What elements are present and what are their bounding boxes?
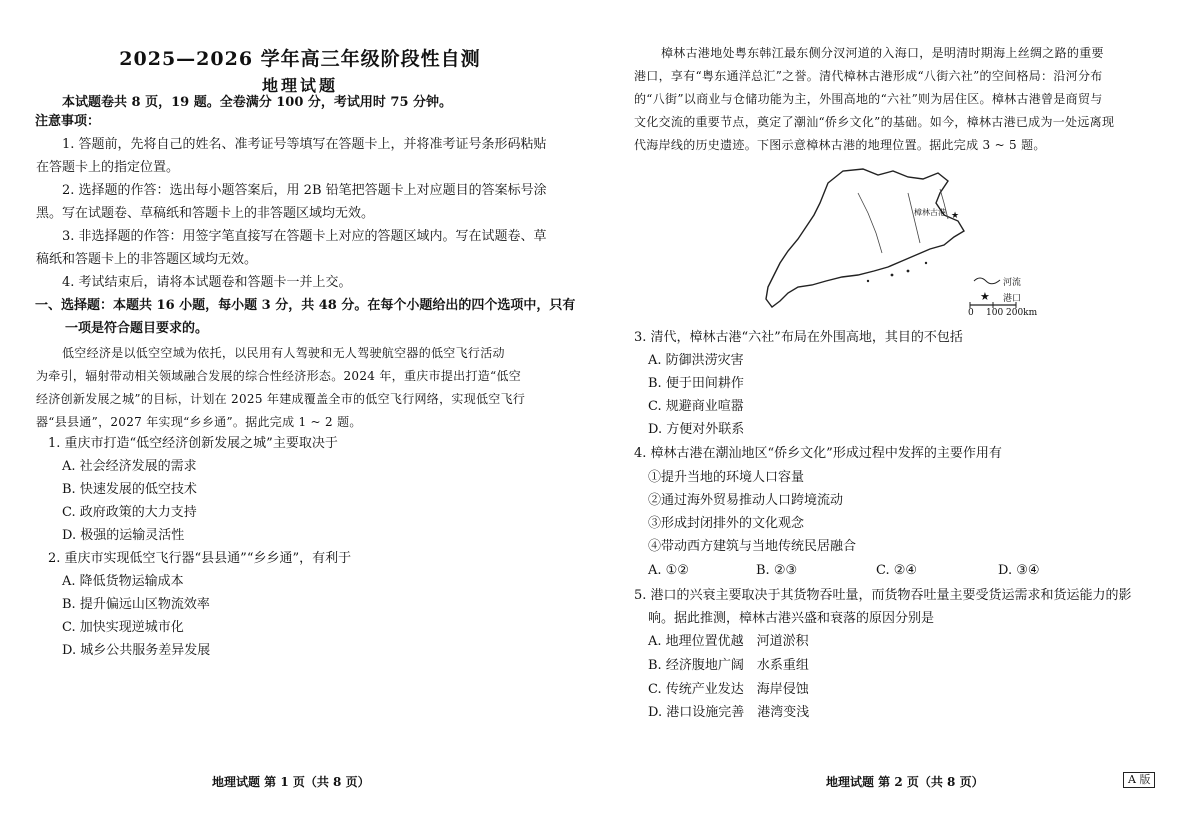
q3-option-a: A. 防御洪涝灾害	[648, 353, 744, 368]
island-dot	[891, 274, 894, 277]
q3-option-c: C. 规避商业喧嚣	[648, 399, 744, 414]
notice-item: 1. 答题前，先将自己的姓名、准考证号等填写在答题卡上，并将准考证号条形码粘贴	[62, 137, 547, 152]
q4-statement-3: ③形成封闭排外的文化观念	[648, 516, 805, 531]
footer-page-2: 地理试题 第 2 页（共 8 页）	[826, 775, 984, 789]
exam-info: 本试题卷共 8 页，19 题。全卷满分 100 分，考试用时 75 分钟。	[62, 95, 453, 110]
section-heading-cont: 一项是符合题目要求的。	[65, 321, 209, 336]
passage-line: 为牵引，辐射带动相关领域融合发展的综合性经济形态。2024 年，重庆市提出打造“低空	[36, 369, 522, 383]
edition-badge: A 版	[1123, 772, 1155, 788]
passage-line: 器“县县通”，2027 年实现“乡乡通”。据此完成 1 ~ 2 题。	[36, 415, 362, 429]
passage-line: 樟林古港地处粤东韩江最东侧分汊河道的入海口，是明清时期海上丝绸之路的重要	[661, 46, 1104, 60]
q5-option-a: A. 地理位置优越 河道淤积	[648, 634, 809, 649]
q4-statement-4: ④带动西方建筑与当地传统民居融合	[648, 539, 857, 554]
notice-item: 黑。写在试题卷、草稿纸和答题卡上的非答题区域均无效。	[36, 206, 375, 221]
q4-option-a: A. ①②	[648, 563, 689, 578]
q2-option-b: B. 提升偏远山区物流效率	[62, 597, 210, 612]
q4-option-d: D. ③④	[998, 563, 1040, 578]
river-line	[908, 193, 920, 243]
notice-item: 2. 选择题的作答：选出每小题答案后，用 2B 铅笔把答题卡上对应题目的答案标号涂	[62, 183, 547, 198]
river-line	[858, 193, 882, 253]
island-dot	[907, 270, 910, 273]
question-2-stem: 2. 重庆市实现低空飞行器“县县通”“乡乡通”，有利于	[48, 551, 352, 566]
section-heading: 一、选择题：本题共 16 小题，每小题 3 分，共 48 分。在每个小题给出的四个选项中，只有	[35, 298, 576, 313]
q2-option-c: C. 加快实现逆城市化	[62, 620, 184, 635]
passage-line: 港口，享有“粤东通洋总汇”之誉。清代樟林古港形成“八街六社”的空间格局：沿河分布	[634, 69, 1103, 83]
question-5-stem: 5. 港口的兴衰主要取决于其货物吞吐量，而货物吞吐量主要受货运需求和货运能力的影	[634, 588, 1132, 603]
q4-statement-2: ②通过海外贸易推动人口跨境流动	[648, 493, 844, 508]
notice-item: 3. 非选择题的作答：用签字笔直接写在答题卡上对应的答题区域内。写在试题卷、草	[62, 229, 547, 244]
q1-option-c: C. 政府政策的大力支持	[62, 505, 197, 520]
passage-line: 经济创新发展之城”的目标，计划在 2025 年建成覆盖全市的低空飞行网络，实现低空飞行	[36, 392, 526, 406]
island-dot	[925, 262, 927, 264]
passage-line: 低空经济是以低空空域为依托，以民用有人驾驶和无人驾驶航空器的低空飞行活动	[62, 346, 505, 360]
q4-option-c: C. ②④	[876, 563, 918, 578]
legend-river-symbol	[972, 275, 1002, 285]
q4-statement-1: ①提升当地的环境人口容量	[648, 470, 805, 485]
q1-option-a: A. 社会经济发展的需求	[62, 459, 197, 474]
question-3-stem: 3. 清代，樟林古港“六社”布局在外围高地，其目的不包括	[634, 330, 963, 345]
footer-page-1: 地理试题 第 1 页（共 8 页）	[212, 775, 370, 789]
scale-label: 0	[968, 308, 974, 318]
star-port-marker: ★	[951, 211, 960, 221]
legend-port-label: 港口	[1003, 294, 1022, 304]
q3-option-d: D. 方便对外联系	[648, 422, 745, 437]
scale-label: 200km	[1006, 308, 1038, 318]
passage-line: 代海岸线的历史遗迹。下图示意樟林古港的地理位置。据此完成 3 ~ 5 题。	[634, 138, 1046, 152]
q1-option-b: B. 快速发展的低空技术	[62, 482, 197, 497]
question-1-stem: 1. 重庆市打造“低空经济创新发展之城”主要取决于	[48, 436, 338, 451]
exam-title: 2025—2026 学年高三年级阶段性自测	[119, 48, 481, 70]
q5-option-b: B. 经济腹地广阔 水系重组	[648, 658, 809, 673]
location-map	[758, 163, 1058, 323]
notice-item: 稿纸和答题卡上的非答题区域均无效。	[36, 252, 258, 267]
passage-line: 文化交流的重要节点，奠定了潮汕“侨乡文化”的基础。如今，樟林古港已成为一处远离现	[634, 115, 1115, 129]
scale-label: 100	[986, 308, 1004, 318]
q3-option-b: B. 便于田间耕作	[648, 376, 744, 391]
q2-option-a: A. 降低货物运输成本	[62, 574, 184, 589]
q1-option-d: D. 极强的运输灵活性	[62, 528, 185, 543]
subject-title: 地理试题	[261, 76, 338, 95]
legend-star-icon: ★	[980, 290, 990, 303]
notice-heading: 注意事项：	[35, 114, 101, 129]
question-4-stem: 4. 樟林古港在潮汕地区“侨乡文化”形成过程中发挥的主要作用有	[634, 446, 1002, 461]
map-label-port: 樟林古港	[914, 208, 946, 217]
notice-item: 4. 考试结束后，请将本试题卷和答题卡一并上交。	[62, 275, 352, 290]
q5-option-d: D. 港口设施完善 港湾变浅	[648, 705, 810, 720]
legend-river-label: 河流	[1003, 278, 1022, 288]
q4-option-b: B. ②③	[756, 563, 798, 578]
passage-line: 的“八街”以商业与仓储功能为主，外围高地的“六社”则为居住区。樟林古港曾是商贸与	[634, 92, 1103, 106]
island-dot	[867, 280, 869, 282]
notice-item: 在答题卡上的指定位置。	[36, 160, 180, 175]
q2-option-d: D. 城乡公共服务差异发展	[62, 643, 211, 658]
coastline-outline	[766, 169, 964, 307]
q5-option-c: C. 传统产业发达 海岸侵蚀	[648, 682, 809, 697]
question-5-stem-cont: 响。据此推测，樟林古港兴盛和衰落的原因分别是	[648, 611, 935, 626]
